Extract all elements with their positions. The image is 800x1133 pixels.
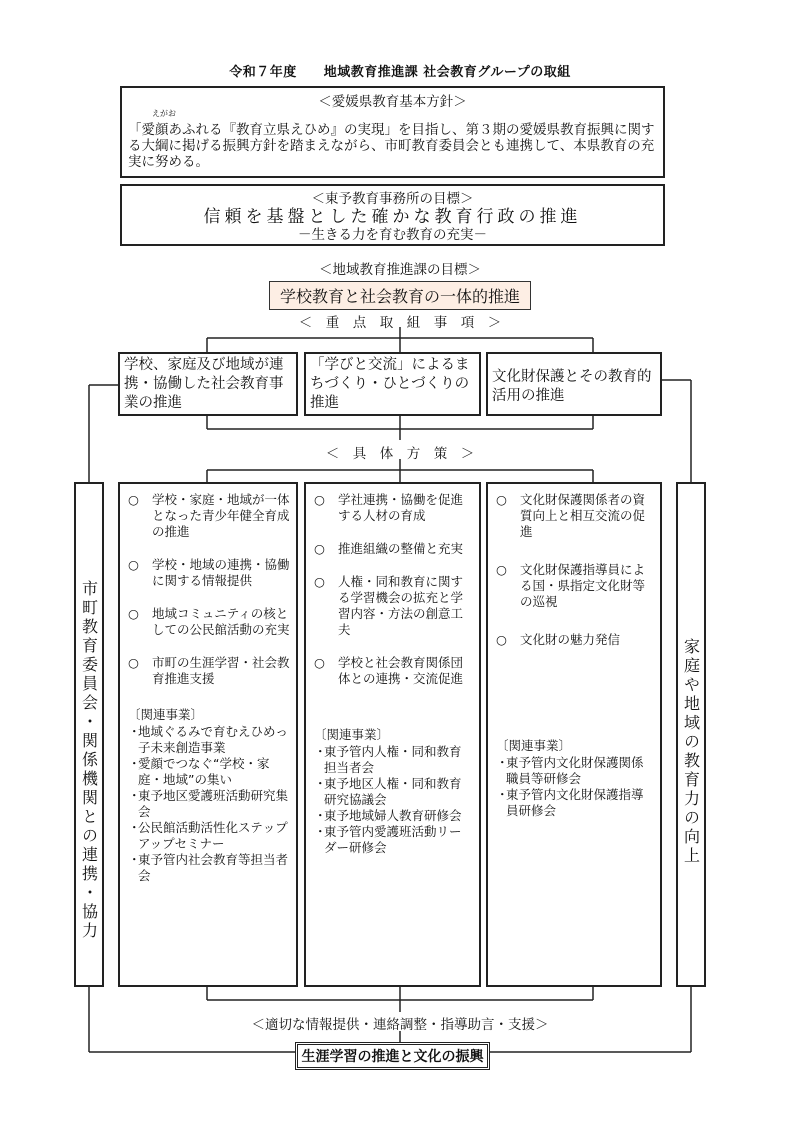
priorities-heading: ＜ 重 点 取 組 事 項 ＞	[298, 315, 502, 331]
measure-item	[496, 492, 654, 540]
policy-heading: ＜愛媛県教育基本方針＞	[318, 94, 467, 110]
related-text: 東予管内社会教育等担当者会	[138, 852, 289, 883]
circle-bullet-icon: ○	[128, 557, 139, 572]
related-item	[128, 756, 290, 788]
dot-bullet-icon: ・	[128, 724, 141, 739]
measure-text: 地域コミュニティの核としての公民館活動の充実	[152, 606, 290, 637]
related-label: 〔関連事業〕	[128, 707, 204, 722]
policy-box	[120, 86, 665, 178]
dot-bullet-icon: ・	[496, 787, 509, 802]
measure-item	[314, 492, 473, 524]
circle-bullet-icon: ○	[314, 655, 325, 670]
related-text: 東予管内人権・同和教育担当者会	[324, 744, 462, 775]
related-item	[496, 787, 654, 819]
circle-bullet-icon: ○	[314, 574, 325, 589]
measure-text: 人権・同和教育に関する学習機会の拡充と学習内容・方法の創意工夫	[338, 574, 464, 637]
circle-bullet-icon: ○	[496, 562, 507, 577]
measure-item	[128, 606, 290, 638]
measure-item	[314, 541, 473, 557]
related-label: 〔関連事業〕	[314, 727, 390, 742]
measure-text: 文化財の魅力発信	[520, 632, 621, 647]
dot-bullet-icon: ・	[128, 788, 141, 803]
measure-item	[128, 557, 290, 589]
bottom-goal-text: 生涯学習の推進と文化の振興	[301, 1049, 484, 1065]
circle-bullet-icon: ○	[128, 492, 139, 507]
dot-bullet-icon: ・	[314, 776, 327, 791]
measure-text: 学校・地域の連携・協働に関する情報提供	[152, 557, 290, 588]
division-goal-heading: ＜地域教育推進課の目標＞	[319, 262, 481, 278]
left-side-text: 市町教育委員会・関係機関との連携・協力	[79, 580, 99, 941]
dot-bullet-icon: ・	[128, 852, 141, 867]
related-text: 公民館活動活性化ステップアップセミナー	[138, 820, 288, 851]
related-text: 東予地域婦人教育研修会	[324, 808, 462, 823]
related-item	[314, 776, 473, 808]
circle-bullet-icon: ○	[314, 492, 325, 507]
dot-bullet-icon: ・	[314, 808, 327, 823]
priority-text-1: 学校、家庭及び地域が連携・協働した社会教育事業の推進	[124, 357, 284, 411]
related-text: 愛顔でつなぐ“学校・家庭・地域”の集い	[138, 756, 270, 787]
circle-bullet-icon: ○	[128, 606, 139, 621]
measure-item	[314, 655, 473, 687]
measure-item	[314, 574, 473, 638]
measure-item	[496, 632, 654, 648]
related-item	[496, 755, 654, 787]
related-item	[128, 820, 290, 852]
dot-bullet-icon: ・	[314, 744, 327, 759]
related-text: 東予管内文化財保護指導員研修会	[506, 787, 644, 818]
priority-box-3	[486, 352, 662, 416]
right-side-text: 家庭や地域の教育力の向上	[681, 638, 701, 866]
measure-item	[496, 562, 654, 610]
priority-text-2: 「学びと交流」によるまちづくり・ひとづくりの推進	[310, 357, 470, 411]
related-text: 東予管内文化財保護関係職員等研修会	[506, 755, 644, 786]
priority-text-3: 文化財保護とその教育的活用の推進	[492, 369, 652, 404]
related-item	[128, 852, 290, 884]
related-item	[128, 724, 290, 756]
measures-column-3	[486, 482, 662, 987]
measures-heading: ＜ 具 体 方 策 ＞	[325, 446, 475, 462]
dot-bullet-icon: ・	[128, 756, 141, 771]
measure-text: 学校・家庭・地域が一体となった青少年健全育成の推進	[152, 492, 290, 539]
measure-text: 推進組織の整備と充実	[338, 541, 464, 556]
dot-bullet-icon: ・	[128, 820, 141, 835]
policy-ruby: えがお	[152, 109, 176, 118]
right-side-box	[676, 482, 706, 987]
dot-bullet-icon: ・	[314, 824, 327, 839]
office-goal-box	[120, 184, 665, 246]
measure-text: 学社連携・協働を促進する人材の育成	[338, 492, 464, 523]
circle-bullet-icon: ○	[314, 541, 325, 556]
measure-item	[128, 492, 290, 540]
measure-text: 学校と社会教育関係団体との連携・交流促進	[338, 655, 464, 686]
measures-column-1	[118, 482, 298, 987]
measure-text: 文化財保護指導員による国・県指定文化財等の巡視	[520, 562, 646, 609]
policy-body: 「愛顔あふれる『教育立県えひめ』の実現」を目指し、第３期の愛媛県教育振興に関する大綱に掲げる振興方針を踏まえながら、市町教育委員会とも連携して、本県教育の充実に努める。	[128, 122, 655, 170]
related-label: 〔関連事業〕	[496, 738, 572, 753]
measures-column-2	[304, 482, 481, 987]
measure-item	[128, 655, 290, 687]
measure-text: 市町の生涯学習・社会教育推進支援	[152, 655, 290, 686]
related-text: 東予地区愛護班活動研究集会	[138, 788, 289, 819]
circle-bullet-icon: ○	[496, 492, 507, 507]
dot-bullet-icon: ・	[496, 755, 509, 770]
left-side-box	[74, 482, 104, 987]
related-item	[128, 788, 290, 820]
office-goal-main: 信頼を基盤とした確かな教育行政の推進	[203, 207, 582, 227]
office-goal-heading: ＜東予教育事務所の目標＞	[311, 191, 474, 207]
related-text: 地域ぐるみで育むえひめっ子未来創造事業	[138, 724, 288, 755]
priority-box-2	[304, 352, 481, 416]
page-title: 令和７年度 地域教育推進課 社会教育グループの取組	[229, 65, 571, 80]
office-goal-sub: －生きる力を育む教育の充実－	[298, 227, 487, 243]
bottom-goal-box	[295, 1042, 490, 1070]
related-text: 東予地区人権・同和教育研究協議会	[324, 776, 462, 807]
related-item	[314, 744, 473, 776]
related-item	[314, 824, 473, 856]
measure-text: 文化財保護関係者の資質向上と相互交流の促進	[520, 492, 646, 539]
circle-bullet-icon: ○	[496, 632, 507, 647]
related-item	[314, 808, 473, 824]
support-text: ＜適切な情報提供・連絡調整・指導助言・支援＞	[251, 1017, 549, 1033]
circle-bullet-icon: ○	[128, 655, 139, 670]
related-text: 東予管内愛護班活動リーダー研修会	[324, 824, 462, 855]
division-goal-main: 学校教育と社会教育の一体的推進	[269, 281, 531, 310]
priority-box-1	[118, 352, 298, 416]
